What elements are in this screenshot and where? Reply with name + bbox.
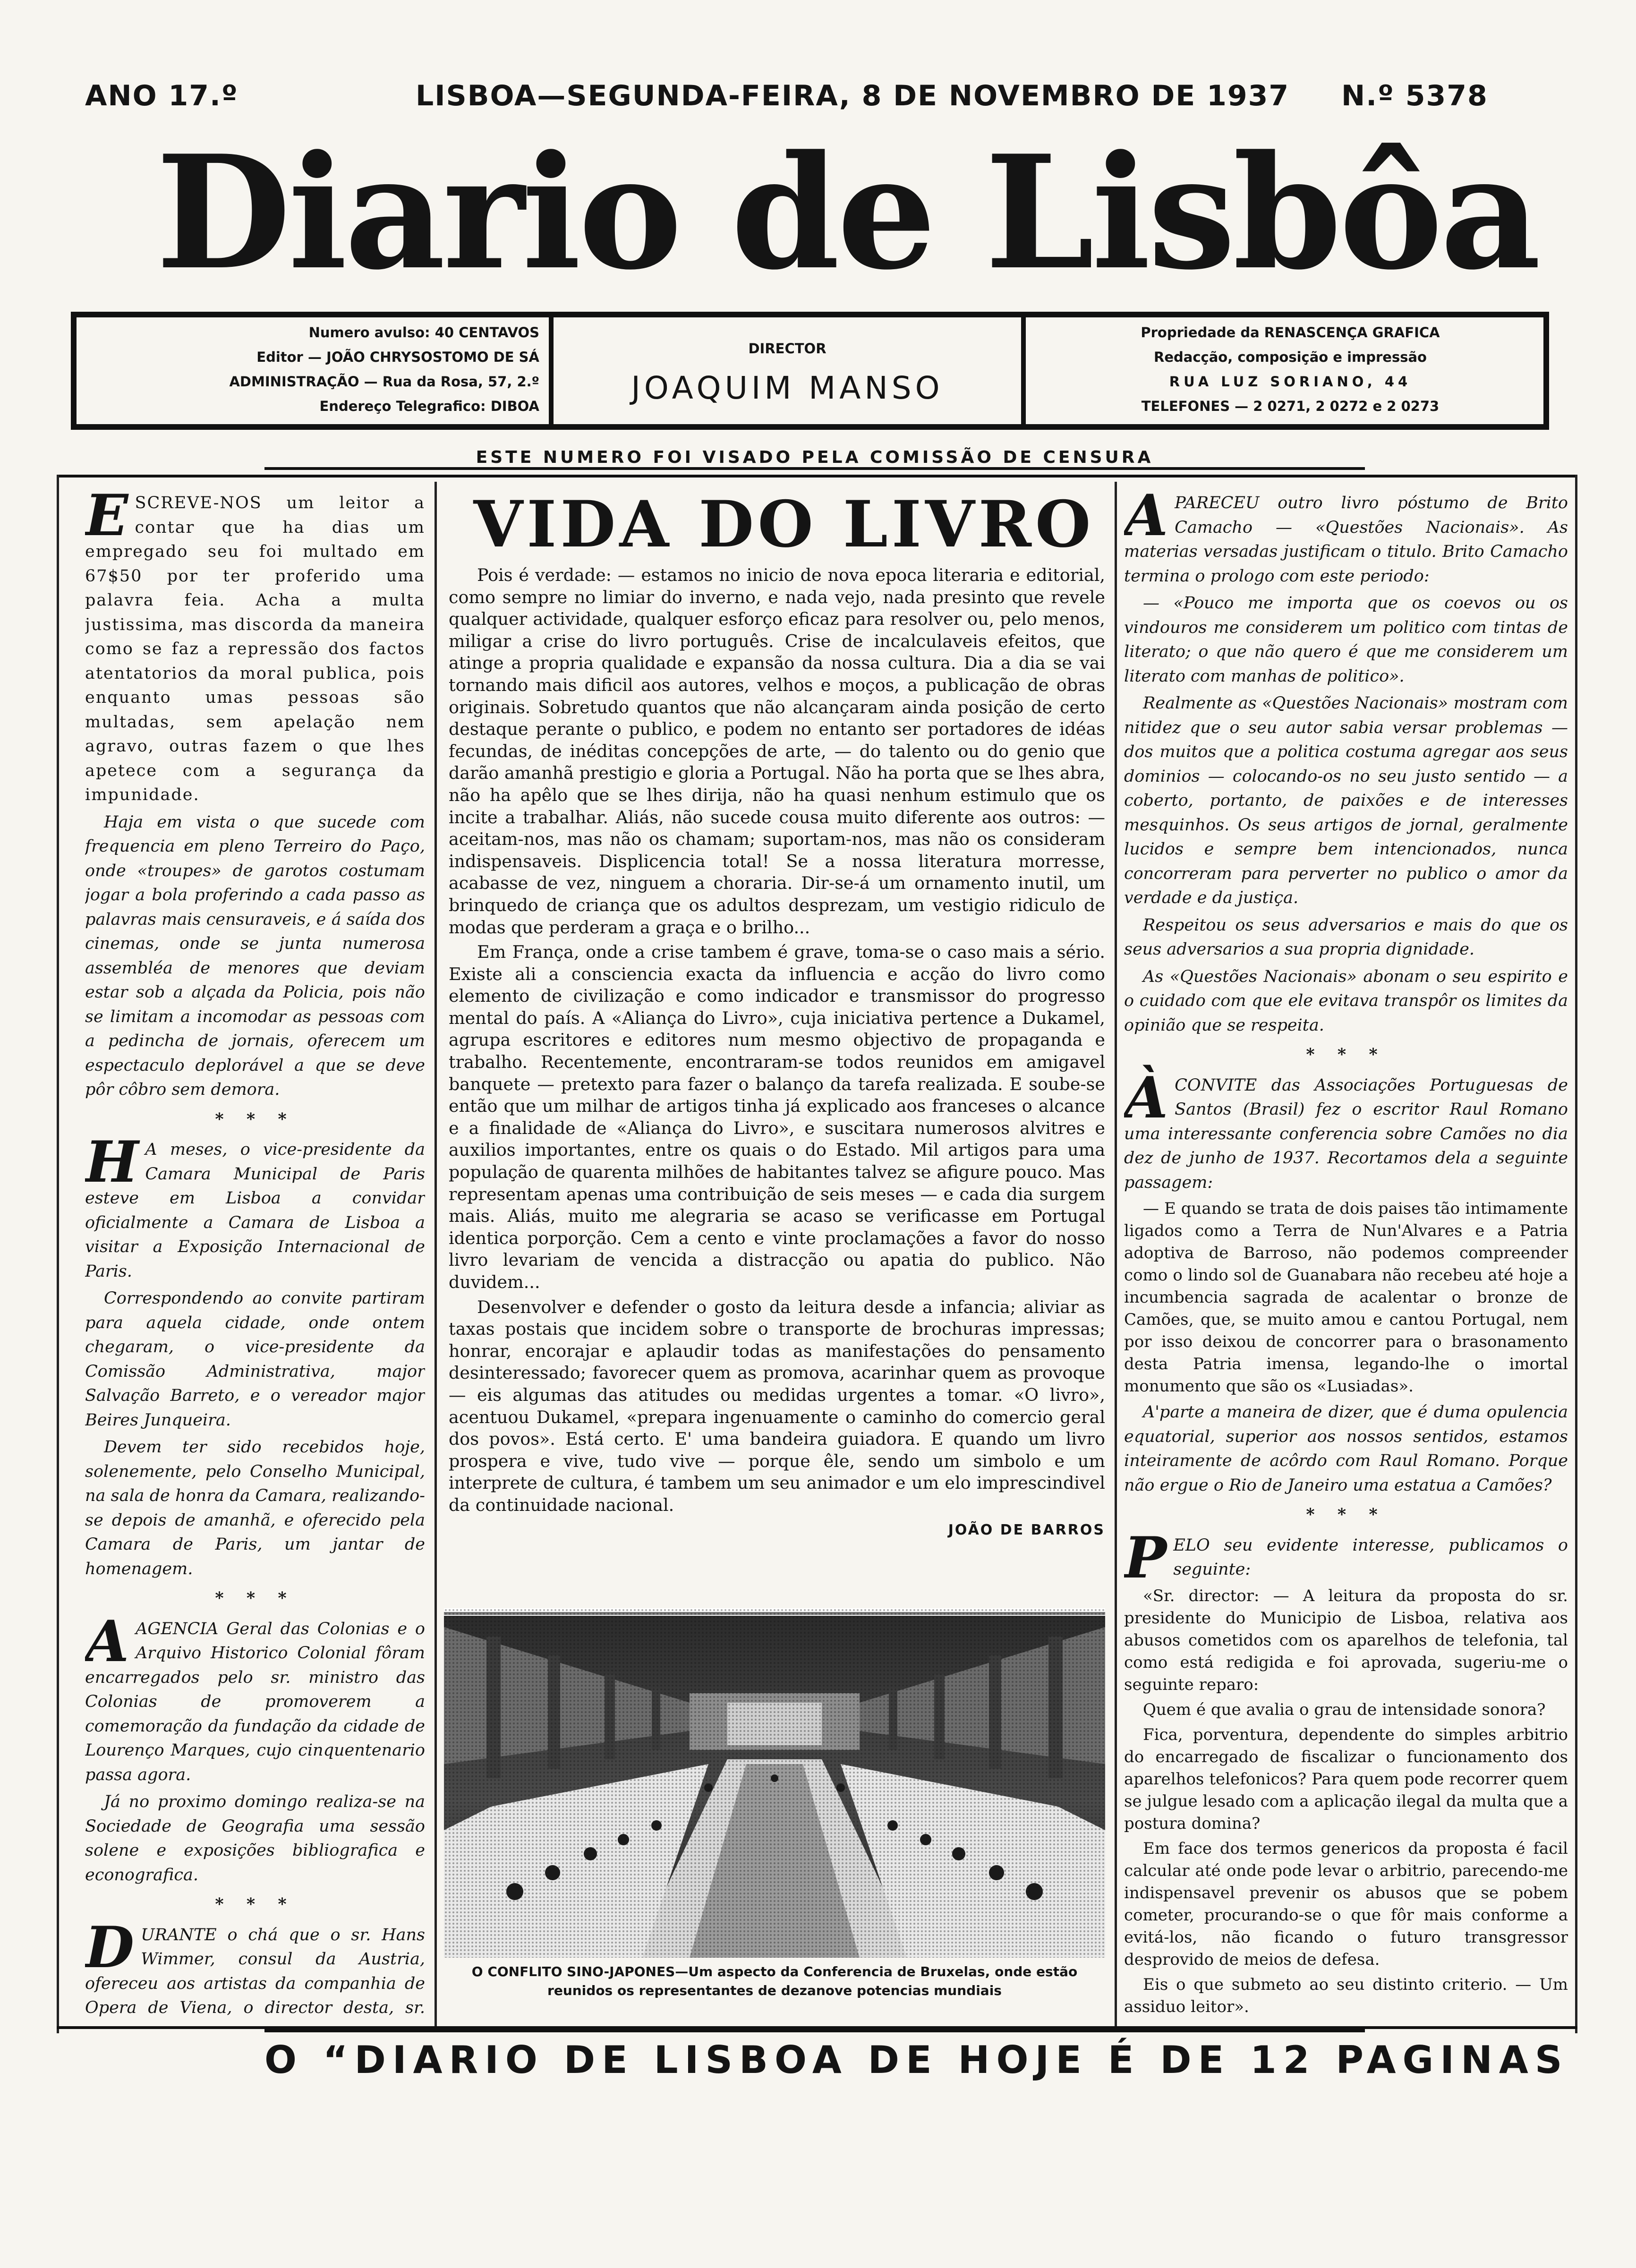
- photo-caption: O CONFLITO SINO-JAPONES—Um aspecto da Conferencia de Bruxelas, onde estão reunidos os representantes de dezanove potencias mundiais: [471, 1964, 1078, 1998]
- main-article: [449, 564, 1105, 1585]
- author-signature: JOÃO DE BARROS: [948, 1521, 1105, 1538]
- info-right-line: Redacção, composição e impressão: [1154, 349, 1427, 365]
- separator: * * *: [1306, 1505, 1386, 1524]
- dateline: LISBOA—SEGUNDA-FEIRA, 8 DE NOVEMBRO DE 1937: [416, 79, 1290, 112]
- news-item: [1124, 491, 1568, 588]
- paragraph: URANTE o chá que o sr. Hans Wimmer, consul da Austria, ofereceu aos artistas da companhia de Opera de Viena, o director desta, sr.: [85, 1925, 425, 2017]
- drop-cap: E: [85, 491, 128, 549]
- article-title: VIDA DO LIVRO: [473, 486, 1095, 562]
- right-column: [1124, 491, 1568, 2017]
- paragraph: — «Pouco me importa que os coevos ou os vindouros me considerem um politico com tintas de literato; o que não quero é que me considerem um literato com manhas de politico».: [1124, 594, 1568, 686]
- paragraph: Desenvolver e defender o gosto da leitura desde a infancia; aliviar as taxas postais que incidem sobre o transporte de brochuras impressas; honrar, encorajar e aplaudir todas as manifestações do pensamento desinteressado; favorecer quem as promova, acarinhar quem as provoque — eis algumas das atitudes ou medidas urgentes a tomar. «O livro», acentuou Dukamel, «prepara ingenuamente o caminho do comercio geral dos povos». Está certo. E' uma bandeira guiadora. E quando um livro prospera e vive, tudo vive — porque êle, sendo um simbolo e um interprete de cultura, é tambem um seu animador e um elo imprescindivel da continuidade nacional.: [449, 1296, 1105, 1515]
- info-divider: [1021, 317, 1026, 424]
- conference-photo-image: [444, 1608, 1105, 1958]
- paragraph: Respeitou os seus adversarios e mais do que os seus adversarios a sua propria dignidade.: [1124, 915, 1568, 959]
- paragraph: Fica, porventura, dependente do simples arbitrio do encarregado de fiscalizar o funcionamento dos aparelhos telefonicos? Para quem pode recorrer quem se julgue lesado com a aplicação ilegal da multa que a postura domina?: [1124, 1725, 1568, 1833]
- paragraph: A'parte a maneira de dizer, que é duma opulencia equatorial, superior aos nossos sentidos, estamos inteiramente de acôrdo com Raul Romano. Porque não ergue o Rio de Janeiro uma estatua a Camões?: [1124, 1403, 1568, 1495]
- paragraph: AGENCIA Geral das Colonias e o Arquivo Historico Colonial fôram encarregados pelo sr. ministro das Colonias de promoverem a comemoração da fundação da cidade de Lourenço Marques, cujo cinquentenario passa agora.: [85, 1619, 425, 1784]
- separator: * * *: [215, 1109, 295, 1129]
- conference-photo: [444, 1608, 1105, 1958]
- separator: * * *: [1306, 1045, 1386, 1064]
- paragraph: As «Questões Nacionais» abonam o seu espirito e o cuidado com que ele evitava transpôr os limites da opinião que se respeita.: [1124, 967, 1568, 1035]
- frame-rule-right: [1575, 475, 1577, 2033]
- info-left-line: ADMINISTRAÇÃO — Rua da Rosa, 57, 2.º: [229, 374, 539, 390]
- info-right: [1035, 320, 1545, 418]
- paragraph: Eis o que submeto ao seu distinto criterio. — Um assiduo leitor».: [1124, 1975, 1568, 2016]
- frame-rule-left: [57, 475, 59, 2033]
- column-rule: [435, 482, 437, 2026]
- drop-cap: A: [1124, 491, 1168, 549]
- news-item: [1124, 1524, 1568, 1591]
- separator: * * *: [215, 1894, 295, 1914]
- drop-cap: A: [85, 1608, 129, 1675]
- paragraph: «Sr. director: — A leitura da proposta do sr. presidente do Municipio de Lisboa, relativa aos abusos cometidos com os aparelhos de telefonia, tal como está redigida e foi aprovada, sugeriu-me o seguinte reparo:: [1124, 1586, 1568, 1694]
- paragraph: Em face dos termos genericos da proposta é facil calcular até onde pode levar o arbitrio, parecendo-me indispensavel prevenir os abusos que se pobem cometer, procurando-se o que fôr mais conforme a evitá-los, não ficando o futuro transgressor desprovido de meios de defesa.: [1124, 1839, 1568, 1969]
- paragraph: SCREVE-NOS um leitor a contar que ha dias um empregado seu foi multado em 67$50 por ter proferido uma palavra feia. Acha a multa justissima, mas discorda da maneira como se faz a repressão dos factos atentatorios da moral publica, pois enquanto umas pessoas são multadas, sem apelação nem agravo, outras fazem o que lhes apetece com a segurança da impunidade.: [85, 494, 425, 804]
- paragraph: Correspondendo ao convite partiram para aquela cidade, onde ontem chegaram, o vice-presidente da Comissão Administrativa, major Salvação Barreto, e o vereador major Beires Junqueira.: [85, 1289, 425, 1430]
- paragraph: Já no proximo domingo realiza-se na Sociedade de Geografia uma sessão solene e exposições bibliografica e econografica.: [85, 1792, 425, 1884]
- news-item: [1124, 1064, 1568, 1195]
- info-right-line: Propriedade da RENASCENÇA GRAFICA: [1141, 324, 1440, 341]
- masthead-logo: Diario de Lisbôa: [156, 121, 1539, 304]
- info-right-line: RUA LUZ SORIANO, 44: [1169, 374, 1412, 390]
- director-label: DIRECTOR: [748, 341, 827, 357]
- news-item: [85, 1608, 425, 1788]
- paragraph: Devem ter sido recebidos hoje, solenemente, pelo Conselho Municipal, na sala de honra da Camara, realizando-se depois de amanhã, e oferecido pela Camara de Paris, um jantar de homenagem.: [85, 1438, 425, 1578]
- info-left-line: Editor — JOÃO CHRYSOSTOMO DE SÁ: [256, 349, 539, 365]
- drop-cap: À: [1124, 1064, 1168, 1131]
- left-column: [85, 491, 425, 2017]
- footer-banner: O “DIARIO DE LISBOA DE HOJE É DE 12 PAGINAS: [264, 2029, 1365, 2082]
- info-left-line: Endereço Telegrafico: DIBOA: [319, 398, 539, 414]
- separator: * * *: [215, 1588, 295, 1608]
- info-left-line: Numero avulso: 40 CENTAVOS: [308, 324, 539, 341]
- paragraph: Quem é que avalia o grau de intensidade sonora?: [1143, 1700, 1546, 1719]
- news-item: [85, 491, 425, 808]
- news-item: [85, 1129, 425, 1284]
- frame-rule-top: [57, 475, 1577, 477]
- info-left: [81, 320, 539, 418]
- info-box: [71, 312, 1549, 430]
- drop-cap: H: [85, 1129, 139, 1195]
- paragraph: A meses, o vice-presidente da Camara Municipal de Paris esteve em Lisboa a convidar oficialmente a Camara de Lisboa a visitar a Exposição Internacional de Paris.: [85, 1140, 425, 1281]
- paragraph: PARECEU outro livro póstumo de Brito Camacho — «Questões Nacionais». As materias versadas justificam o titulo. Brito Camacho termina o prologo com este periodo:: [1124, 494, 1568, 586]
- news-item: [85, 1914, 425, 2017]
- paragraph: — E quando se trata de dois paises tão intimamente ligados como a Terra de Nun'Alvares e a Patria adoptiva de Barroso, não podemos compreender como o lindo sol de Guanabara não recebeu até hoje a incumbencia sagrada de acalentar o bronze de Camões, que, se muito amou e cantou Portugal, nem por isso deixou de concorrer para o brasonamento desta Patria imensa, legando-lhe o imortal monumento que são os «Lusiadas».: [1124, 1199, 1568, 1396]
- paragraph: Pois é verdade: — estamos no inicio de nova epoca literaria e editorial, como sempre no limiar do inverno, e nada vejo, nada presinto que revele qualquer actividade, qualquer esforço eficaz para resolver ou, pelo menos, miligar a crise do livro português. Crise de incalculaveis efeitos, que atinge a propria qualidade e expansão da nossa cultura. Dia a dia se vai tornando mais dificil aos autores, velhos e moços, a publicação de obras originais. Sobretudo quantos que não alcançaram ainda posição de certo destaque perante o publico, e podem no entanto ser portadores de idéas fecundas, de inéditas concepções de arte, — do talento ou do genio que darão amanhã prestigio e gloria a Portugal. Não ha porta que se lhes abra, não ha apêlo que se lhes dirija, não ha quasi nenhum estimulo que os incite a trabalhar. Aliás, não sucede cousa muito diferente aos outros: — aceitam-nos, mas não os chamam; suportam-nos, mas não os consideram indispensaveis. Displicencia total! Se a nossa literatura morresse, acabasse de vez, ninguem a choraria. Dir-se-á um ornamento inutil, um brinquedo de criança que os adultos desprezam, um vestigio ridiculo de modas que perderam a graça e o brilho...: [449, 565, 1105, 938]
- paragraph: Haja em vista o que sucede com frequencia em pleno Terreiro do Paço, onde «troupes» de garotos costumam jogar a bola proferindo a cada passo as palavras mais censuraveis, e á saída dos cinemas, onde se junta numerosa assembléa de menores que deviam estar sob a alçada da Policia, pois não se limitam a incomodar as pessoas com a pedincha de jornais, oferecem um espectaculo deplorável a que se deve pôr côbro sem demora.: [85, 812, 425, 1099]
- column-rule: [1115, 482, 1117, 2026]
- paragraph: Em França, onde a crise tambem é grave, toma-se o caso mais a sério. Existe ali a consciencia exacta da influencia e acção do livro como elemento de civilização e como indicador e transmissor do progresso mental do país. A «Aliança do Livro», cuja iniciativa pertence a Dukamel, agrupa escritores e editores num mesmo objectivo de propaganda e trabalho. Recentemente, encontraram-se todos reunidos em amigavel banquete — pretexto para fazer o balanço da tarefa realizada. E soube-se então que um milhar de artigos tinha já explicado aos franceses o alcance e a finalidade de «Aliança do Livro», e suscitara numerosos alvitres e auxilios importantes, entre os quais o do Estado. Mil artigos para uma população de quarenta milhões de habitantes talvez se afigure pouco. Mas representam apenas uma contribuição de seis meses — e cada dia surgem mais. Aliás, muito me alegraria se acaso se verificasse em Portugal identica porporção. Cem a cento e vinte proclamações a favor do nosso livro levariam de vencida a distracção ou apatia do publico. Não duvidem...: [449, 942, 1105, 1292]
- paragraph: Realmente as «Questões Nacionais» mostram com nitidez que o seu autor sabia versar problemas — dos muitos que a politica costuma agregar aos seus dominios — colocando-os no seu justo sentido — a coberto, portanto, de paixões e de interesses mesquinhos. Os seus artigos de jornal, geralmente lucidos e sempre bem intencionados, nunca concorreram para perverter no publico o amor da verdade e da justiça.: [1124, 694, 1568, 907]
- censorship-notice: ESTE NUMERO FOI VISADO PELA COMISSÃO DE CENSURA: [264, 448, 1365, 470]
- paragraph: ELO seu evidente interesse, publicamos o seguinte:: [1173, 1535, 1568, 1579]
- info-divider: [549, 317, 554, 424]
- info-right-line: TELEFONES — 2 0271, 2 0272 e 2 0273: [1141, 398, 1440, 414]
- paragraph: CONVITE das Associações Portuguesas de Santos (Brasil) fez o escritor Raul Romano uma interessante conferencia sobre Camões no dia dez de junho de 1937. Recortamos dela a seguinte passagem:: [1124, 1075, 1568, 1192]
- drop-cap: P: [1124, 1524, 1167, 1591]
- director-name: JOAQUIM MANSO: [631, 370, 944, 406]
- year-label: ANO 17.º: [85, 79, 239, 112]
- issue-number: N.º 5378: [1341, 79, 1488, 112]
- drop-cap: D: [85, 1914, 135, 1981]
